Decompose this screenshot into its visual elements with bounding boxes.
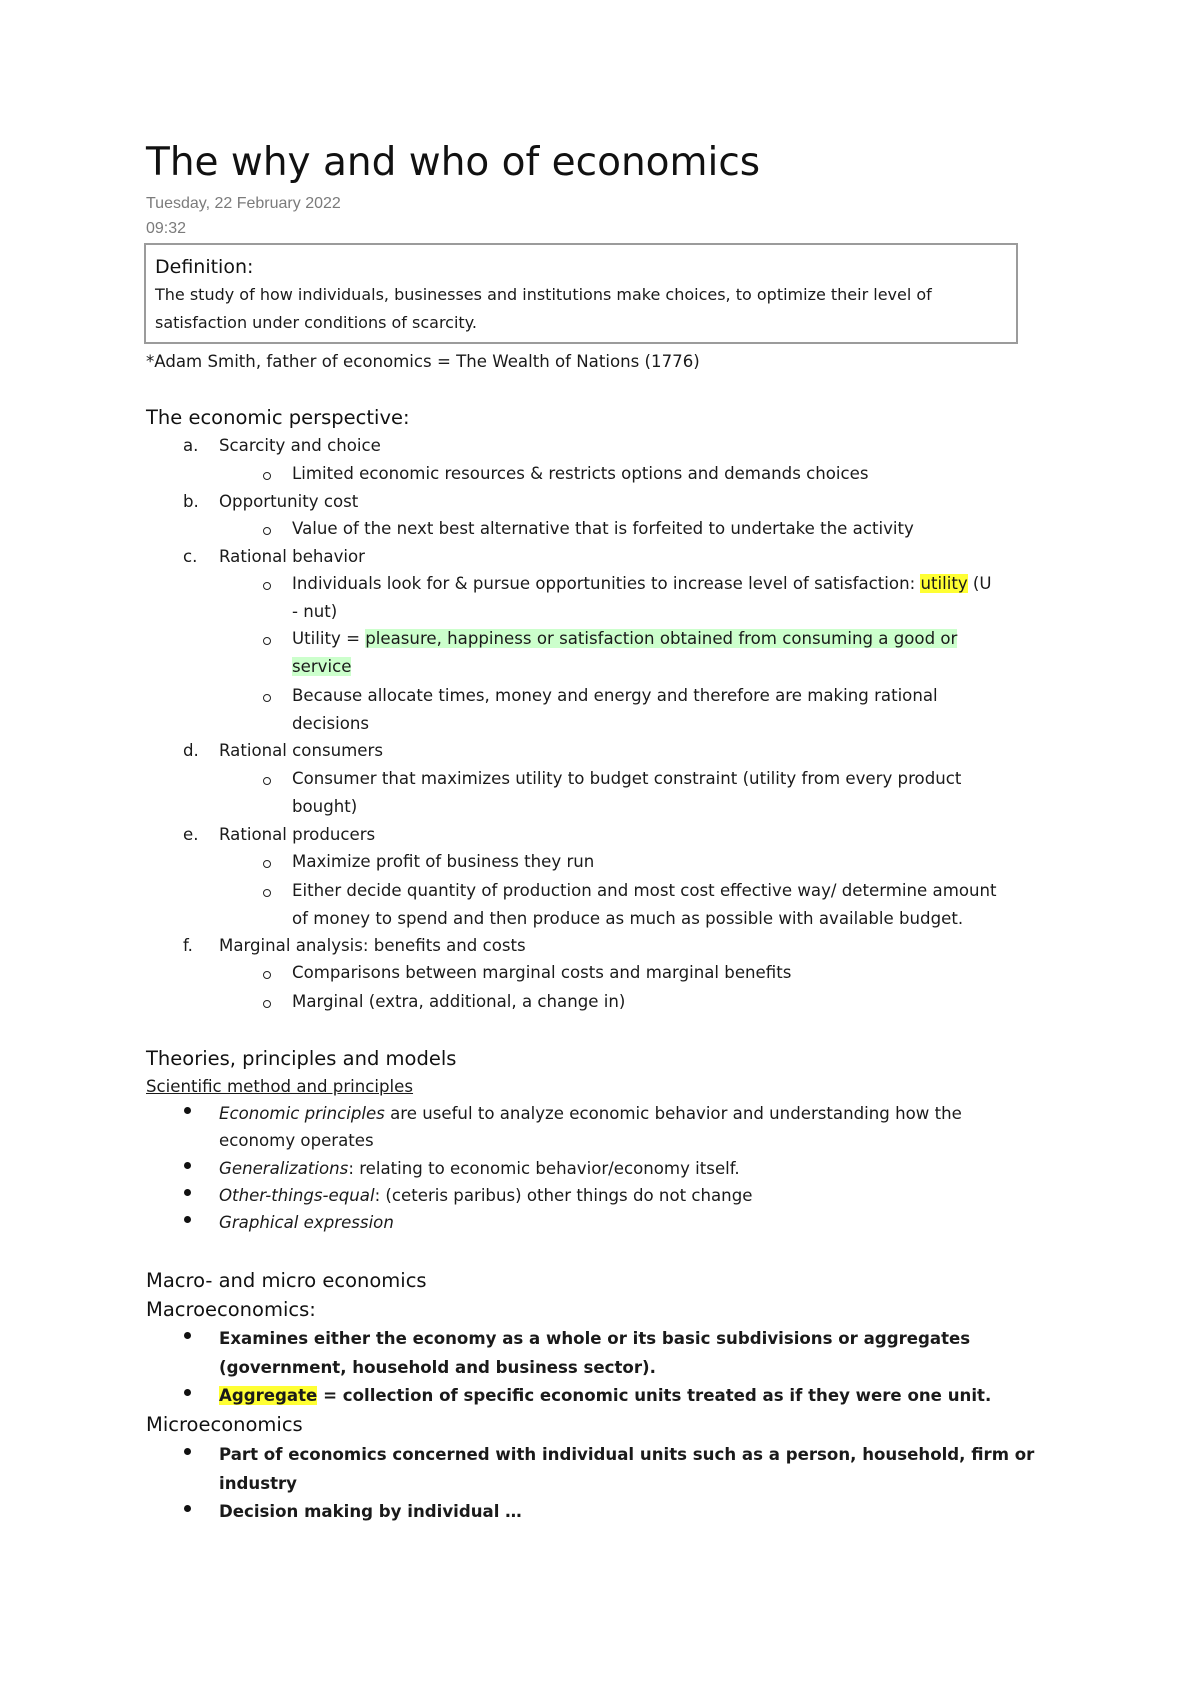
list-item-marginal-analysis: Marginal analysis: benefits and costs	[219, 936, 526, 955]
page-title: The why and who of economics	[146, 140, 761, 185]
highlight-aggregate: Aggregate	[219, 1386, 318, 1405]
sub-item	[292, 628, 957, 650]
list-marker: a.	[183, 436, 199, 455]
economic-perspective-heading: The economic perspective:	[146, 406, 410, 429]
circle-bullet-icon	[263, 860, 271, 868]
list-item-rational-consumers: Rational consumers	[219, 741, 383, 760]
list-marker: f.	[183, 936, 193, 955]
list-item-rational-behavior: Rational behavior	[219, 547, 366, 566]
sub-item-continuation	[292, 656, 351, 678]
bullet-text: : relating to economic behavior/economy itself.	[348, 1159, 740, 1178]
sub-item	[292, 573, 992, 595]
bullet-icon	[184, 1505, 191, 1512]
circle-bullet-icon	[263, 889, 271, 897]
scientific-method-subheading: Scientific method and principles	[146, 1077, 414, 1096]
list-item-scarcity-and-choice: Scarcity and choice	[219, 436, 381, 455]
microeconomics-heading: Microeconomics	[146, 1413, 303, 1436]
bullet-text: : (ceteris paribus) other things do not change	[374, 1186, 753, 1205]
sub-item: Maximize profit of business they run	[292, 852, 595, 871]
definition-text-line-1: The study of how individuals, businesses and institutions make choices, to optimize their level of	[155, 285, 932, 304]
list-marker: d.	[183, 741, 199, 760]
definition-box	[144, 243, 1018, 344]
bullet-item	[219, 1185, 752, 1207]
sub-item-continuation: decisions	[292, 714, 370, 733]
sub-item: Because allocate times, money and energy and therefore are making rational	[292, 686, 938, 705]
bullet-icon	[184, 1189, 191, 1196]
sub-item: Limited economic resources & restricts options and demands choices	[292, 464, 869, 483]
circle-bullet-icon	[263, 971, 271, 979]
highlight-utility: utility	[920, 574, 968, 593]
list-item-opportunity-cost: Opportunity cost	[219, 492, 359, 511]
sub-item-text: Utility =	[292, 629, 366, 648]
bullet-item-continuation: industry	[219, 1474, 298, 1493]
bullet-icon	[184, 1332, 191, 1339]
bullet-icon	[184, 1389, 191, 1396]
bullet-item: Decision making by individual …	[219, 1502, 522, 1521]
macro-micro-heading: Macro- and micro economics	[146, 1269, 427, 1292]
sub-item-continuation: - nut)	[292, 602, 338, 621]
definition-title: Definition:	[155, 256, 254, 278]
bullet-text: are useful to analyze economic behavior and understanding how the	[384, 1104, 962, 1123]
sub-item-continuation: of money to spend and then produce as much as possible with available budget.	[292, 909, 964, 928]
bullet-item	[219, 1103, 962, 1125]
circle-bullet-icon	[263, 527, 271, 535]
bullet-item-continuation: (government, household and business sector).	[219, 1358, 656, 1377]
sub-item: Value of the next best alternative that is forfeited to undertake the activity	[292, 519, 914, 538]
circle-bullet-icon	[263, 1000, 271, 1008]
highlight-utility-definition: service	[292, 657, 352, 676]
page-time: 09:32	[146, 220, 187, 237]
bullet-icon	[184, 1216, 191, 1223]
list-marker: c.	[183, 547, 198, 566]
bullet-item-continuation: economy operates	[219, 1131, 374, 1150]
sub-item: Comparisons between marginal costs and marginal benefits	[292, 963, 792, 982]
bullet-item	[219, 1158, 740, 1180]
bullet-text: = collection of specific economic units treated as if they were one unit.	[317, 1386, 992, 1405]
sub-item-text: Individuals look for & pursue opportunities to increase level of satisfaction:	[292, 574, 921, 593]
term: Other-things-equal	[219, 1186, 375, 1205]
term: Generalizations	[219, 1159, 349, 1178]
circle-bullet-icon	[263, 582, 271, 590]
bullet-item: Examines either the economy as a whole or its basic subdivisions or aggregates	[219, 1329, 971, 1348]
sub-item-continuation: bought)	[292, 797, 358, 816]
list-marker: e.	[183, 825, 199, 844]
bullet-item	[219, 1385, 991, 1407]
macroeconomics-heading: Macroeconomics:	[146, 1298, 316, 1321]
sub-item-text: (U	[967, 574, 992, 593]
adam-smith-note: *Adam Smith, father of economics = The Wealth of Nations (1776)	[146, 352, 700, 371]
circle-bullet-icon	[263, 777, 271, 785]
page-date: Tuesday, 22 February 2022	[146, 195, 341, 212]
list-item-rational-producers: Rational producers	[219, 825, 376, 844]
sub-item: Marginal (extra, additional, a change in)	[292, 992, 626, 1011]
bullet-icon	[184, 1107, 191, 1114]
highlight-utility-definition: pleasure, happiness or satisfaction obtained from consuming a good or	[365, 629, 958, 648]
sub-item: Either decide quantity of production and most cost effective way/ determine amount	[292, 881, 997, 900]
circle-bullet-icon	[263, 694, 271, 702]
bullet-item: Graphical expression	[219, 1213, 394, 1232]
list-marker: b.	[183, 492, 199, 511]
circle-bullet-icon	[263, 472, 271, 480]
bullet-icon	[184, 1448, 191, 1455]
bullet-icon	[184, 1162, 191, 1169]
theories-heading: Theories, principles and models	[146, 1047, 457, 1070]
circle-bullet-icon	[263, 637, 271, 645]
sub-item: Consumer that maximizes utility to budget constraint (utility from every product	[292, 769, 962, 788]
term: Economic principles	[219, 1104, 385, 1123]
definition-text-line-2: satisfaction under conditions of scarcity.	[155, 313, 477, 332]
bullet-item: Part of economics concerned with individual units such as a person, household, firm or	[219, 1445, 1035, 1464]
